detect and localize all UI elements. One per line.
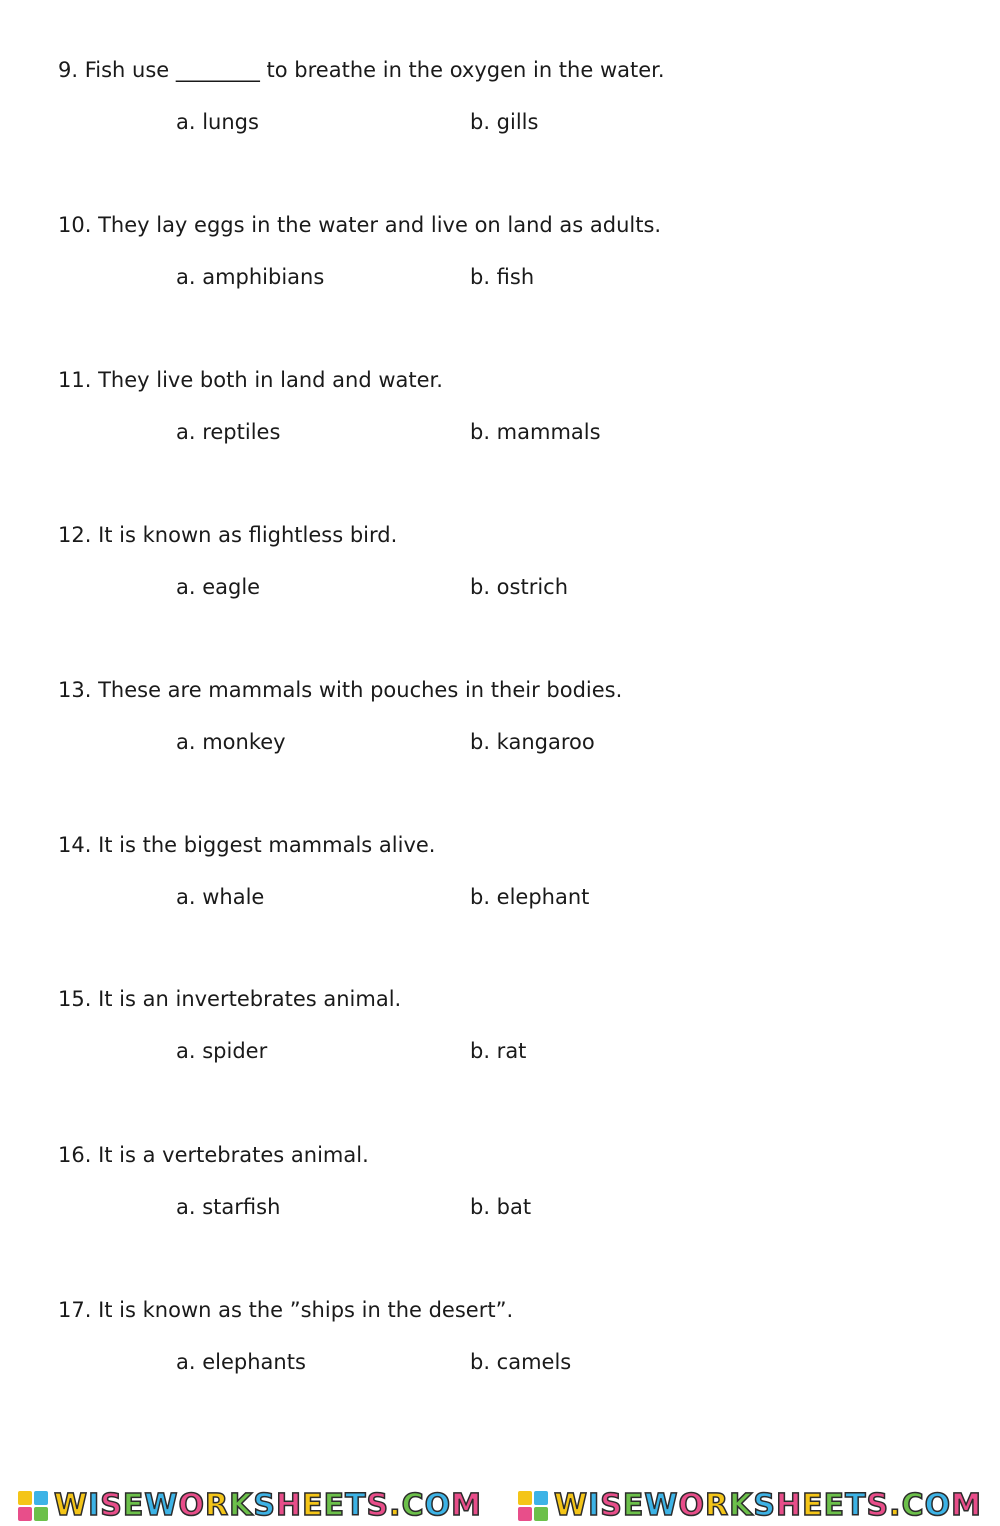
question-text: 16. It is a vertebrates animal.	[58, 1143, 369, 1167]
question-10	[58, 211, 958, 371]
option-b[interactable]: b. bat	[470, 1195, 532, 1219]
question-text: 9. Fish use ________ to breathe in the oxygen in the water.	[58, 58, 665, 82]
brand-logo-icon	[18, 1491, 48, 1521]
brand-text: WISEWORKSHEETS.COM	[554, 1488, 982, 1523]
option-b[interactable]: b. fish	[470, 265, 535, 289]
option-b[interactable]: b. gills	[470, 110, 539, 134]
option-a[interactable]: a. lungs	[176, 110, 259, 134]
option-a[interactable]: a. elephants	[176, 1350, 306, 1374]
option-a[interactable]: a. amphibians	[176, 265, 325, 289]
question-9	[58, 56, 958, 216]
option-a[interactable]: a. eagle	[176, 575, 261, 599]
question-17	[58, 1296, 958, 1456]
question-12	[58, 521, 958, 681]
brand-mark-1	[18, 1486, 482, 1526]
option-a[interactable]: a. monkey	[176, 730, 286, 754]
option-a[interactable]: a. starfish	[176, 1195, 281, 1219]
question-text: 14. It is the biggest mammals alive.	[58, 833, 436, 857]
question-16	[58, 1141, 958, 1301]
brand-logo-icon	[518, 1491, 548, 1521]
option-b[interactable]: b. camels	[470, 1350, 572, 1374]
question-text: 11. They live both in land and water.	[58, 368, 443, 392]
option-b[interactable]: b. kangaroo	[470, 730, 595, 754]
option-a[interactable]: a. spider	[176, 1039, 268, 1063]
brand-mark-2	[518, 1486, 982, 1526]
footer-watermark	[0, 1486, 1000, 1526]
question-14	[58, 831, 958, 991]
option-a[interactable]: a. whale	[176, 885, 265, 909]
option-a[interactable]: a. reptiles	[176, 420, 281, 444]
option-b[interactable]: b. mammals	[470, 420, 601, 444]
option-b[interactable]: b. elephant	[470, 885, 590, 909]
question-text: 17. It is known as the ”ships in the desert”.	[58, 1298, 514, 1322]
question-text: 10. They lay eggs in the water and live on land as adults.	[58, 213, 662, 237]
brand-text: WISEWORKSHEETS.COM	[54, 1488, 482, 1523]
question-15	[58, 985, 958, 1145]
question-13	[58, 676, 958, 836]
question-text: 15. It is an invertebrates animal.	[58, 987, 402, 1011]
question-11	[58, 366, 958, 526]
question-text: 12. It is known as flightless bird.	[58, 523, 398, 547]
option-b[interactable]: b. rat	[470, 1039, 527, 1063]
option-b[interactable]: b. ostrich	[470, 575, 569, 599]
question-text: 13. These are mammals with pouches in their bodies.	[58, 678, 623, 702]
